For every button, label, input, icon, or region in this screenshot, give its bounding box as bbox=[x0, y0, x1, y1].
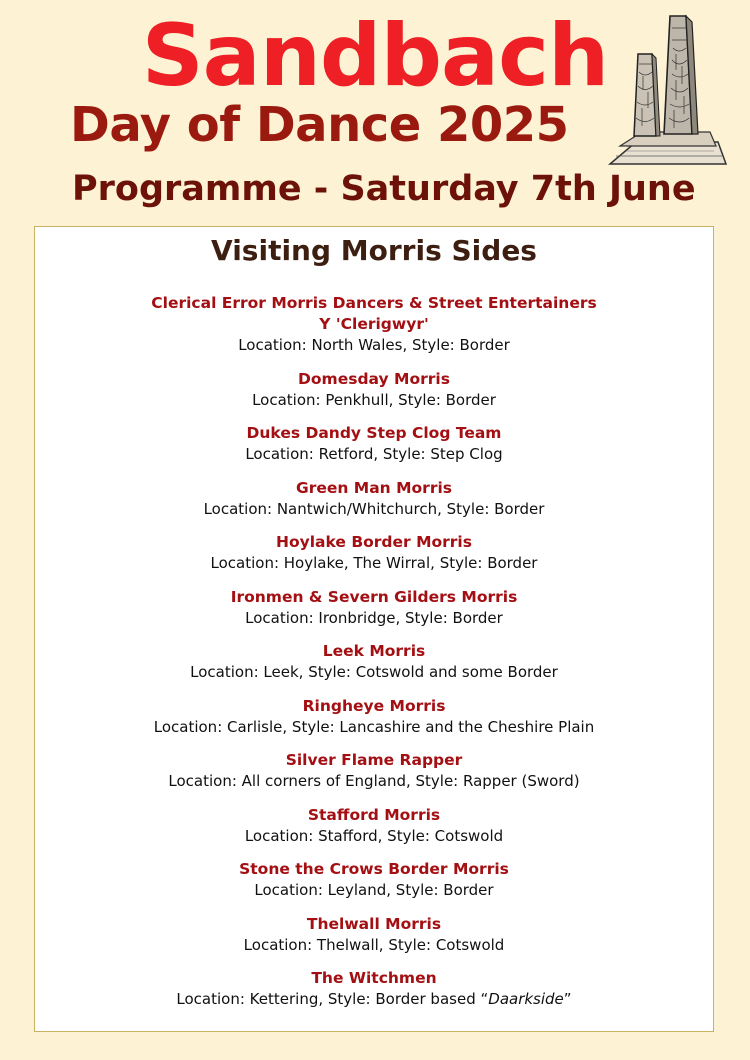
panel-heading: Visiting Morris Sides bbox=[211, 234, 537, 267]
side-location: Location: All corners of England, Style: Rapper (Sword) bbox=[168, 772, 580, 790]
side-location: Location: North Wales, Style: Border bbox=[238, 336, 510, 354]
side-name: Dukes Dandy Step Clog Team bbox=[246, 424, 502, 442]
list-item bbox=[35, 532, 713, 574]
side-location: Location: Nantwich/Whitchurch, Style: Border bbox=[203, 499, 545, 518]
side-name: Thelwall Morris bbox=[306, 914, 442, 933]
side-location-text: Location: Kettering, Style: Border based bbox=[176, 990, 481, 1008]
side-name: Leek Morris bbox=[322, 642, 426, 660]
list-item bbox=[35, 968, 713, 1010]
side-location: Location: Penkhull, Style: Border bbox=[252, 390, 496, 409]
list-item bbox=[35, 914, 713, 956]
side-location: Location: Carlisle, Style: Lancashire and the Cheshire Plain bbox=[153, 717, 595, 736]
list-item bbox=[35, 293, 713, 356]
side-name: The Witchmen bbox=[311, 969, 437, 987]
list-item bbox=[35, 641, 713, 683]
side-location: Location: Ironbridge, Style: Border bbox=[245, 608, 503, 627]
list-item bbox=[35, 369, 713, 411]
side-name: Stafford Morris bbox=[307, 805, 441, 824]
side-location: Location: Hoylake, The Wirral, Style: Border bbox=[210, 554, 538, 572]
side-name: Green Man Morris bbox=[295, 478, 453, 497]
side-name: Hoylake Border Morris bbox=[276, 533, 472, 551]
side-location-quote: Daarkside bbox=[488, 990, 564, 1008]
side-location: Location: Stafford, Style: Cotswold bbox=[244, 826, 504, 845]
list-item bbox=[35, 423, 713, 465]
side-name: Ringheye Morris bbox=[302, 696, 446, 715]
programme-date: Programme - Saturday 7th June bbox=[72, 169, 696, 209]
list-item bbox=[35, 750, 713, 792]
list-item bbox=[35, 805, 713, 847]
side-location: Location: Thelwall, Style: Cotswold bbox=[243, 935, 505, 954]
list-item bbox=[35, 859, 713, 901]
side-location: Location: Leek, Style: Cotswold and some Border bbox=[190, 663, 558, 681]
page-title: Sandbach bbox=[141, 6, 609, 106]
side-location: Location: Leyland, Style: Border bbox=[254, 881, 494, 899]
side-name: Domesday Morris bbox=[298, 369, 450, 388]
event-subtitle: Day of Dance 2025 bbox=[70, 97, 569, 153]
side-name: Silver Flame Rapper bbox=[285, 751, 463, 769]
list-item bbox=[35, 587, 713, 629]
side-name: Ironmen & Severn Gilders Morris bbox=[230, 587, 518, 606]
side-name: Clerical Error Morris Dancers & Street Entertainers bbox=[151, 294, 597, 312]
side-name: Stone the Crows Border Morris bbox=[239, 860, 509, 878]
side-location: Location: Kettering, Style: Border based “Daarkside” bbox=[176, 990, 572, 1008]
side-location: Location: Retford, Style: Step Clog bbox=[245, 445, 503, 463]
sides-list bbox=[35, 293, 713, 1023]
side-name-line2: Y 'Clerigwyr' bbox=[319, 315, 429, 333]
list-item bbox=[35, 696, 713, 738]
list-item bbox=[35, 478, 713, 520]
visiting-sides-panel bbox=[34, 226, 714, 1032]
sandbach-crosses-illustration bbox=[606, 14, 730, 174]
